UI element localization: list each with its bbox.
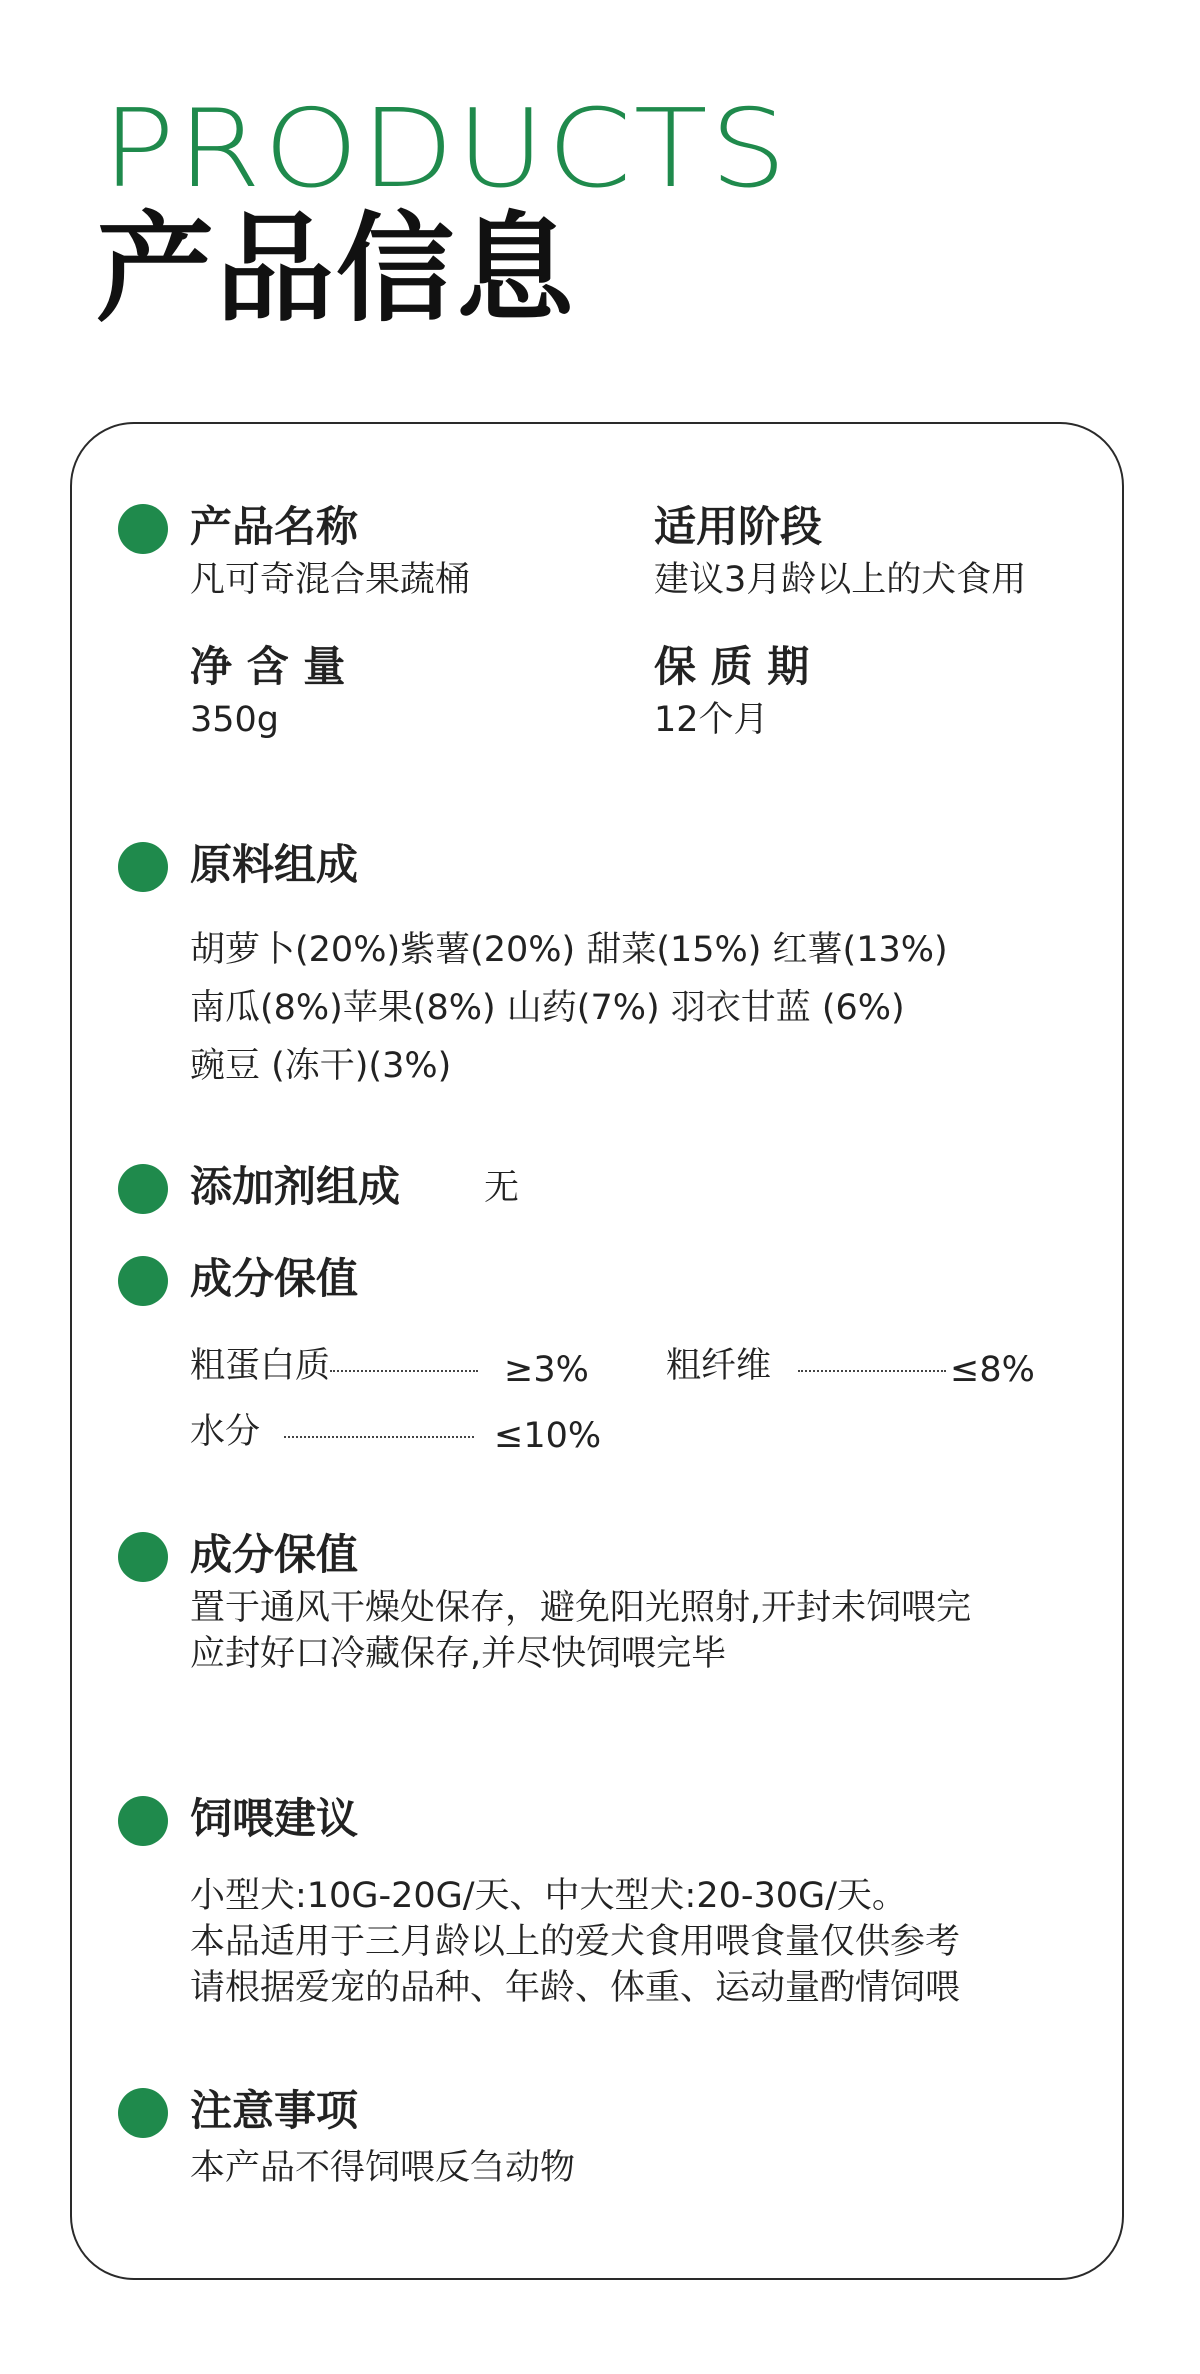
- ingredients-line: 南瓜(8%)苹果(8%) 山药(7%) 羽衣甘蓝 (6%): [190, 988, 905, 1028]
- feeding-title: 饲喂建议: [190, 1794, 359, 1843]
- additives-value: 无: [484, 1168, 520, 1208]
- shelf-life-label: 保 质 期: [654, 642, 810, 691]
- shelf-life-value: 12个月: [654, 700, 769, 740]
- header-title-cn: 产品信息: [96, 200, 577, 338]
- additives-title: 添加剂组成: [190, 1162, 401, 1211]
- weight-value: 350g: [190, 700, 280, 740]
- bullet-dot: [118, 842, 168, 892]
- fiber-label: 粗纤维: [666, 1346, 772, 1386]
- header-title-en: PRODUCTS: [102, 87, 789, 212]
- analysis-title: 成分保值: [190, 1254, 359, 1303]
- bullet-dot: [118, 1532, 168, 1582]
- moisture-value: ≤10%: [494, 1416, 602, 1456]
- dotted-leader: [798, 1370, 946, 1372]
- ingredients-line: 胡萝卜(20%)紫薯(20%) 甜菜(15%) 红薯(13%): [190, 930, 948, 970]
- stage-label: 适用阶段: [654, 502, 823, 551]
- weight-label: 净 含 量: [190, 642, 346, 691]
- product-info-card: [70, 422, 1124, 2280]
- feeding-line: 请根据爱宠的品种、年龄、体重、运动量酌情饲喂: [190, 1968, 961, 2008]
- dotted-leader: [284, 1436, 474, 1438]
- bullet-dot: [118, 1164, 168, 1214]
- ingredients-line: 豌豆 (冻干)(3%): [190, 1046, 452, 1086]
- protein-value: ≥3%: [504, 1350, 589, 1390]
- storage-title: 成分保值: [190, 1530, 359, 1579]
- product-name-value: 凡可奇混合果蔬桶: [190, 560, 471, 600]
- bullet-dot: [118, 1256, 168, 1306]
- moisture-label: 水分: [190, 1412, 261, 1452]
- dotted-leader: [330, 1370, 478, 1372]
- notice-value: 本产品不得饲喂反刍动物: [190, 2148, 576, 2188]
- ingredients-title: 原料组成: [190, 840, 359, 889]
- storage-line: 应封好口冷藏保存,并尽快饲喂完毕: [190, 1634, 727, 1674]
- bullet-dot: [118, 1796, 168, 1846]
- storage-line: 置于通风干燥处保存，避免阳光照射,开封未饲喂完: [190, 1588, 972, 1628]
- product-name-label: 产品名称: [190, 502, 359, 551]
- bullet-dot: [118, 2088, 168, 2138]
- stage-value: 建议3月龄以上的犬食用: [654, 560, 1027, 600]
- fiber-value: ≤8%: [950, 1350, 1035, 1390]
- protein-label: 粗蛋白质: [190, 1346, 331, 1386]
- feeding-line: 小型犬:10G-20G/天、中大型犬:20-30G/天。: [190, 1876, 907, 1916]
- bullet-dot: [118, 504, 168, 554]
- feeding-line: 本品适用于三月龄以上的爱犬食用喂食量仅供参考: [190, 1922, 961, 1962]
- notice-title: 注意事项: [190, 2086, 359, 2135]
